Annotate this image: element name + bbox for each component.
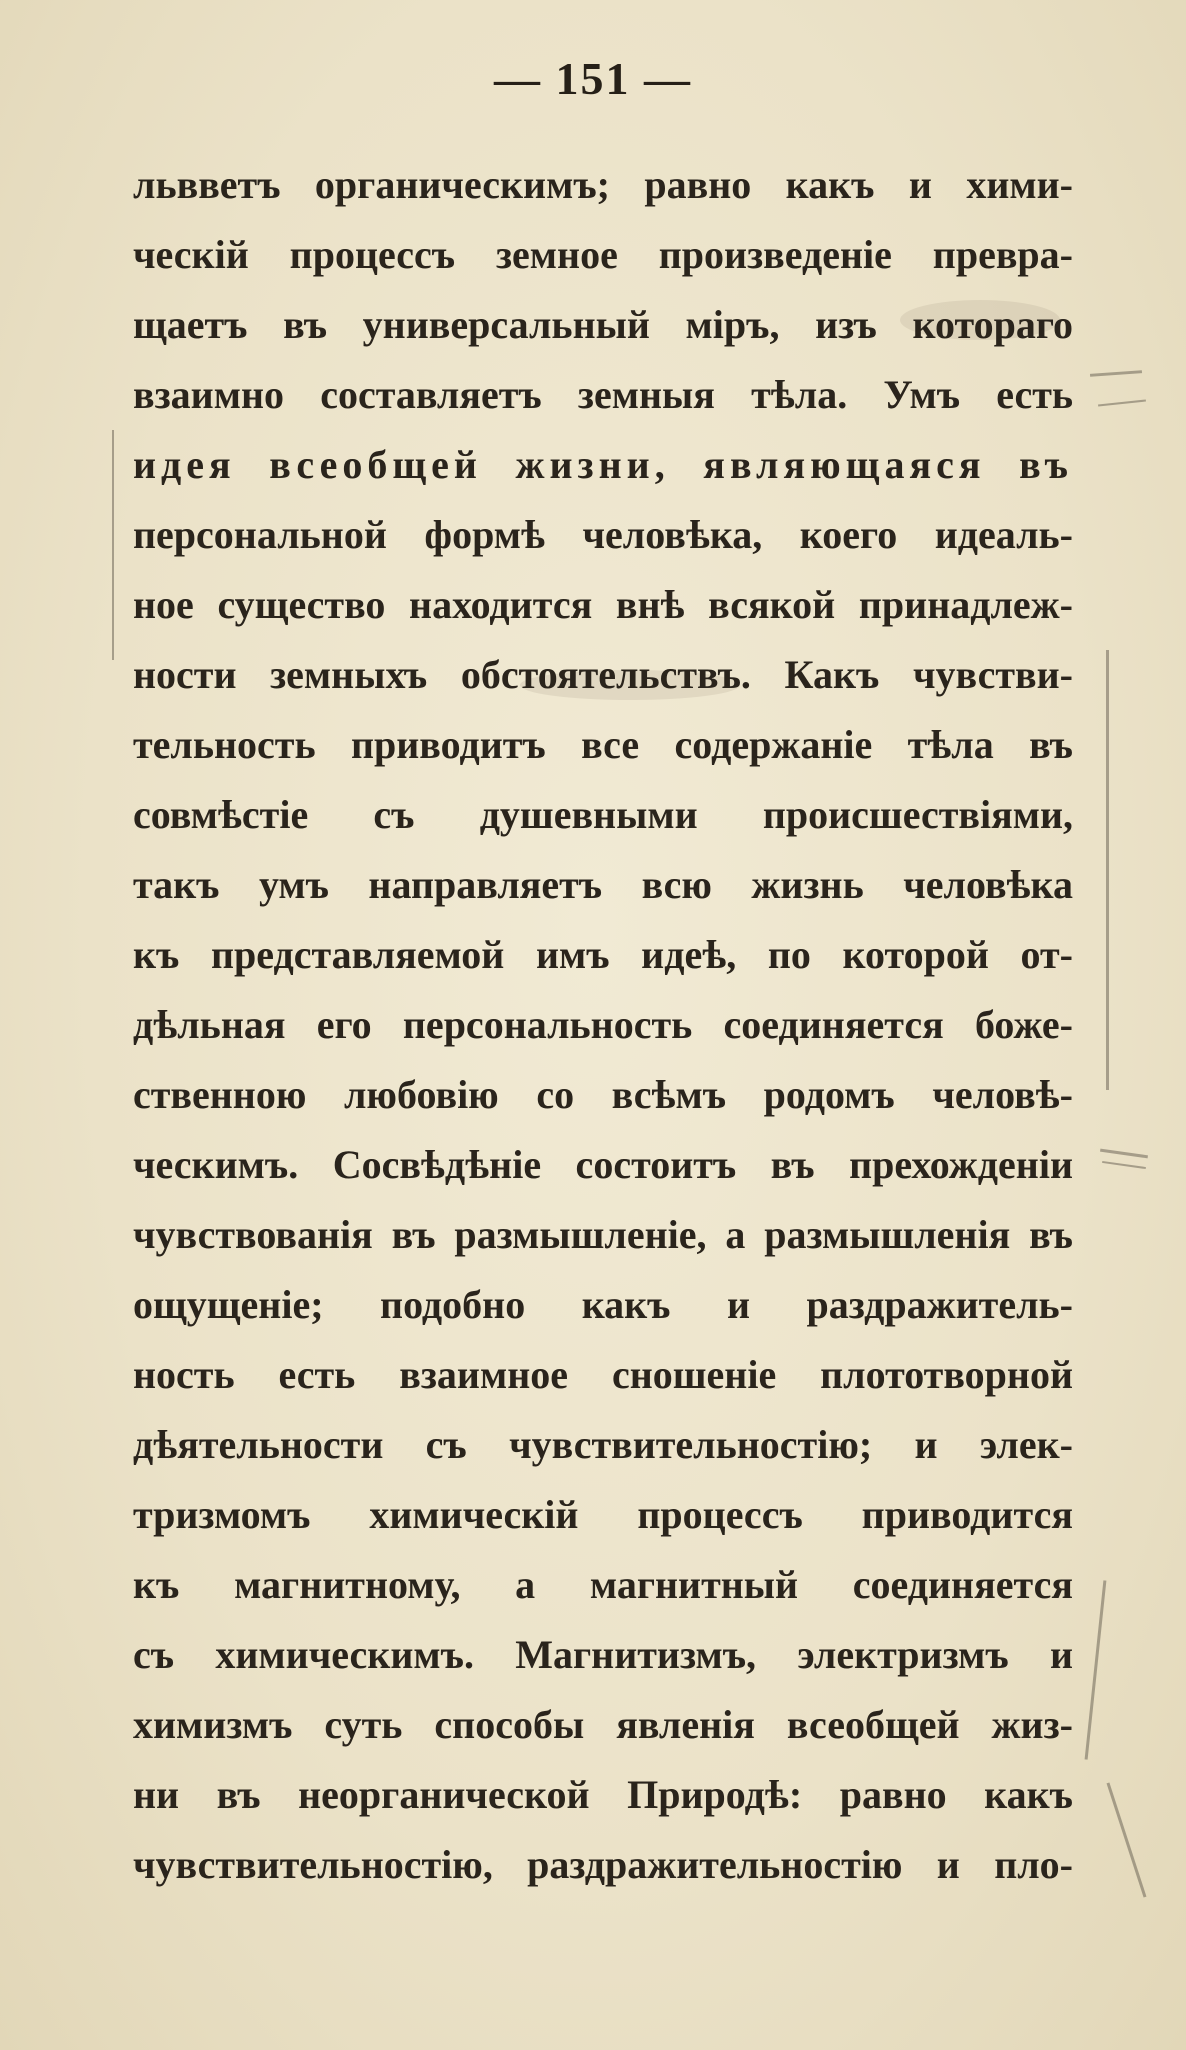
pencil-mark xyxy=(1102,1161,1146,1169)
text-line: ощущеніе; подобно какъ и раздражитель- xyxy=(133,1282,1073,1327)
pencil-mark xyxy=(1090,370,1142,377)
text-line: ность есть взаимное сношеніе плототворной xyxy=(133,1352,1073,1397)
text-line: тризмомъ химическій процессъ приводится xyxy=(133,1492,1073,1537)
text-line: дѣятельности съ чувствительностію; и элек- xyxy=(133,1422,1073,1467)
text-line: ственною любовію со всѣмъ родомъ человѣ- xyxy=(133,1072,1073,1117)
pencil-mark xyxy=(1100,1149,1148,1159)
text-line: львветъ органическимъ; равно какъ и хими- xyxy=(133,162,1073,207)
text-line: дѣльная его персональность соединяется боже- xyxy=(133,1002,1073,1047)
text-line: идея всеобщей жизни, являющаяся въ xyxy=(133,442,1073,487)
pencil-margin-line xyxy=(1085,1580,1107,1759)
text-line: ни въ неорганической Природѣ: равно какъ xyxy=(133,1772,1073,1817)
body-text xyxy=(133,150,1073,1900)
text-line: персональной формѣ человѣка, коего идеаль- xyxy=(133,512,1073,557)
text-line: къ магнитному, а магнитный соединяется xyxy=(133,1562,1073,1607)
text-line: ности земныхъ обстоятельствъ. Какъ чувстви- xyxy=(133,652,1073,697)
pencil-margin-line xyxy=(112,430,114,660)
text-line: ческимъ. Сосвѣдѣніе состоитъ въ прехожденіи xyxy=(133,1142,1073,1187)
text-line: чувствованія въ размышленіе, а размышленія въ xyxy=(133,1212,1073,1257)
text-line: ное существо находится внѣ всякой принадлеж- xyxy=(133,582,1073,627)
text-line: къ представляемой имъ идеѣ, по которой от- xyxy=(133,932,1073,977)
text-line: съ химическимъ. Магнитизмъ, электризмъ и xyxy=(133,1632,1073,1677)
text-line: химизмъ суть способы явленія всеобщей жиз- xyxy=(133,1702,1073,1747)
text-line: тельность приводитъ все содержаніе тѣла въ xyxy=(133,722,1073,767)
pencil-mark xyxy=(1098,399,1146,406)
text-line: взаимно составляетъ земныя тѣла. Умъ есть xyxy=(133,372,1073,417)
text-line: ческій процессъ земное произведеніе превра- xyxy=(133,232,1073,277)
text-line: чувствительностію, раздражительностію и пло- xyxy=(133,1842,1073,1887)
text-line: такъ умъ направляетъ всю жизнь человѣка xyxy=(133,862,1073,907)
page-number: — 151 — xyxy=(494,53,692,104)
text-line: совмѣстіе съ душевными происшествіями, xyxy=(133,792,1073,837)
text-line: щаетъ въ универсальный міръ, изъ котораго xyxy=(133,302,1073,347)
pencil-margin-line xyxy=(1107,1782,1147,1897)
pencil-margin-line xyxy=(1106,650,1109,1090)
